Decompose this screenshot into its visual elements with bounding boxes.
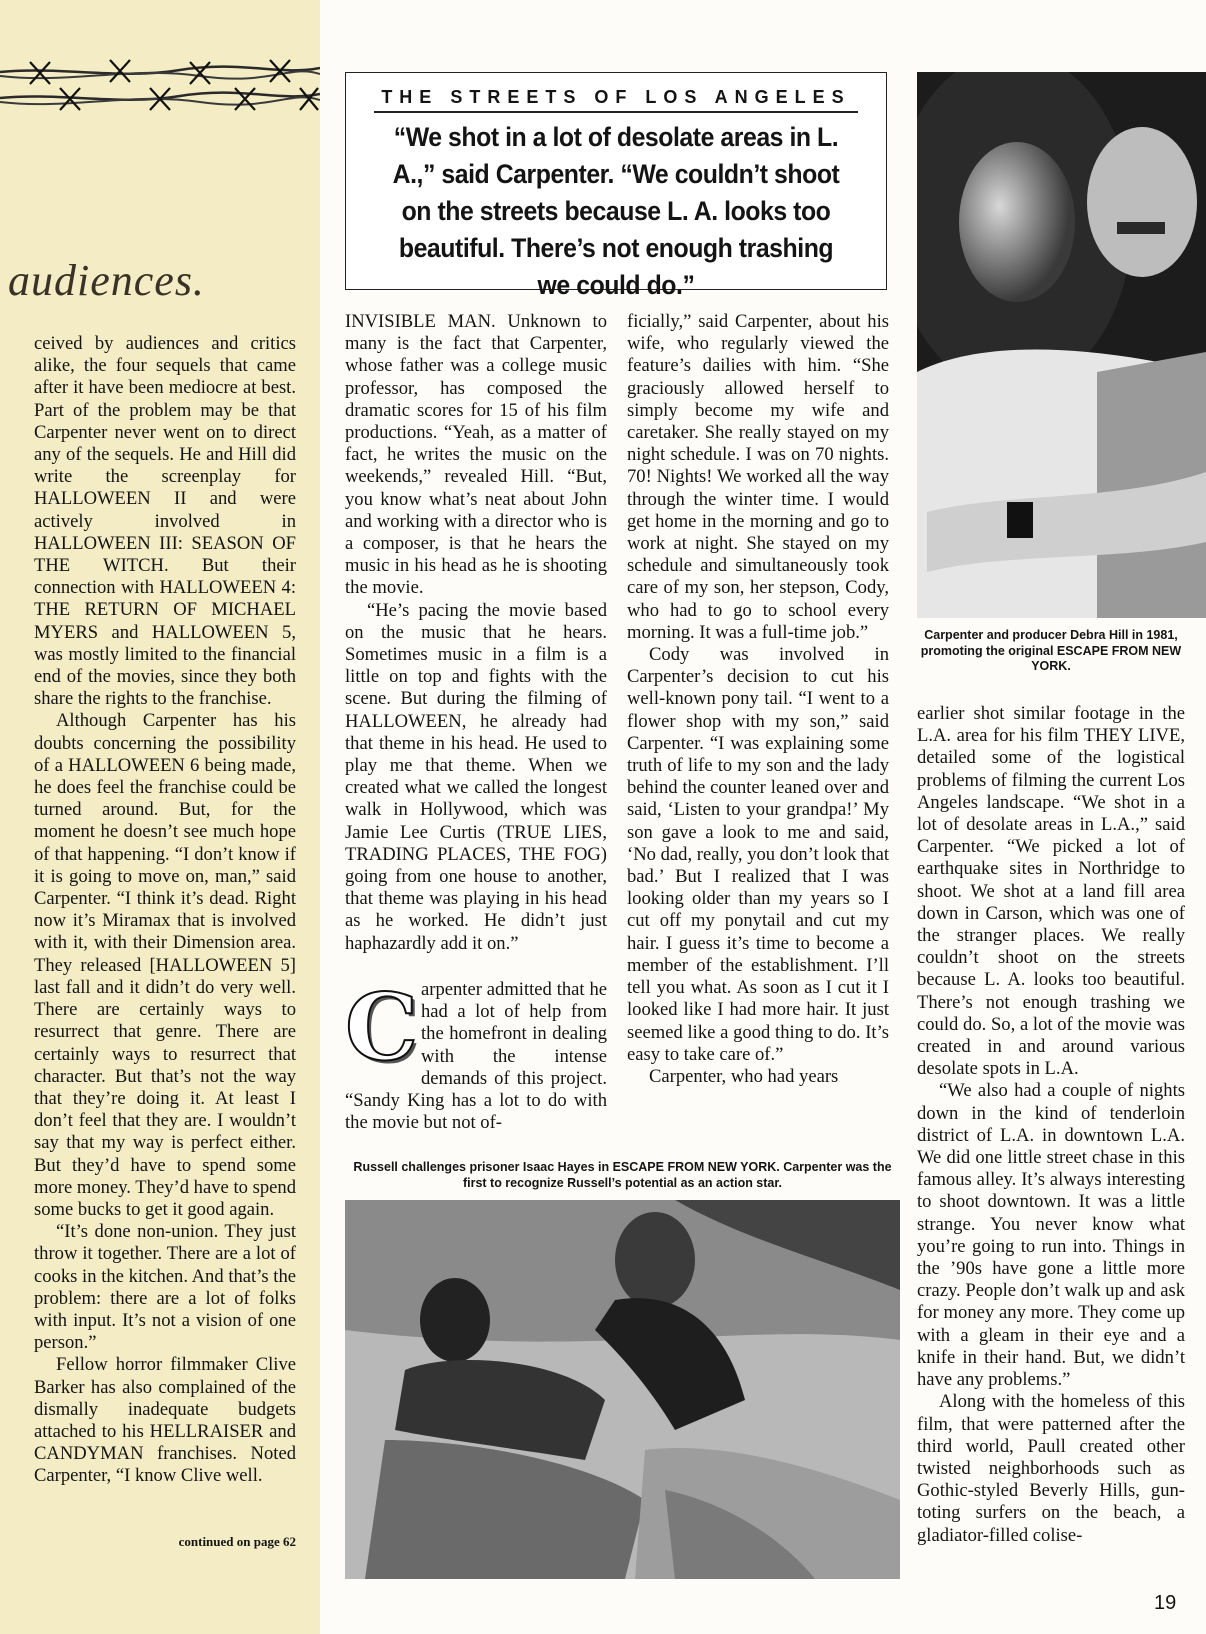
paragraph: “He’s pacing the movie based on the music that he hears. Sometimes music in a film is a little on top and fights with the scene. But during the filming of HALLOWEEN, he already had that theme in his head. He used to play me that theme. When we created what we called the longest walk in Hollywood, which was Jamie Lee Curtis (TRUE LIES, TRADING PLACES, THE FOG) going from one house to another, that theme was playing in his head as he worked. He didn’t just haphazardly add it on.” xyxy=(345,599,607,954)
article-column-3 xyxy=(627,311,889,1088)
continued-note: continued on page 62 xyxy=(178,1534,296,1549)
photo-illustration xyxy=(917,72,1206,618)
paragraph: earlier shot similar footage in the L.A. area for his film THEY LIVE, detailed some of the logistical problems of filming the current Los Angeles landscape. “We shot in a lot of desolate areas in L.A.,” said Carpenter. “We picked a lot of earthquake sites in Northridge to shoot. We shot at a land fill area down in Carson, which was one of the stranger places. We really couldn’t shoot on the streets because L. A. looks too beautiful. There’s not enough trashing we could do. So, a lot of the movie was created in and around various desolate spots in L.A. xyxy=(917,703,1185,1080)
paragraph: Along with the homeless of this film, that were patterned after the third world, Paull created other twisted neighborhoods such as Gothic-styled Beverly Hills, gun-toting surfers on the beach, a gladiator-filled colise- xyxy=(917,1391,1185,1546)
paragraph: ceived by audiences and critics alike, the four sequels that came after it have been mediocre at best. Part of the problem may be that Carpenter never went on to direct any of the sequels. He and Hill did write the screenplay for HALLOWEEN II and were actively involved in HALLOWEEN III: SEASON OF THE WITCH. But their connection with HALLOWEEN 4: THE RETURN OF MICHAEL MYERS and HALLOWEEN 5, was mostly limited to the financial end of the movies, since they both share the rights to the franchise. xyxy=(34,333,296,710)
sidebar-column xyxy=(0,0,320,1634)
page-number: 19 xyxy=(1154,1592,1177,1614)
pull-quote-kicker: THE STREETS OF LOS ANGELES xyxy=(381,87,851,107)
paragraph: arpenter admitted that he had a lot of help from the homefront in dealing with the intense demands of this project. “Sandy King has a lot to do with the movie but not of- xyxy=(345,978,607,1134)
photo-carpenter-and-hill xyxy=(917,72,1206,618)
paragraph: Fellow horror filmmaker Clive Barker has also complained of the dismally inadequate budgets attached to his HELLRAISER and CANDYMAN franchises. Noted Carpenter, “I know Clive well. xyxy=(34,1354,296,1487)
top-photo-caption: Carpenter and producer Debra Hill in 1981, promoting the original ESCAPE FROM NEW YORK. xyxy=(920,628,1182,673)
article-column-2 xyxy=(345,311,607,1134)
paragraph: ficially,” said Carpenter, about his wife, who regularly viewed the feature’s dailies with him. “She graciously allowed herself to simply become my wife and caretaker. She really stayed on my night schedule. I was on 70 nights. 70! Nights! We worked all the way through the winter time. I would get home in the morning and go to work at night. She stayed on my schedule and simultaneously took care of my son, her stepson, Cody, who had to go to school every morning. It was a full-time job.” xyxy=(627,311,889,643)
sidebar-text xyxy=(34,333,296,1488)
article-column-4 xyxy=(917,703,1185,1547)
paragraph: Carpenter, who had years xyxy=(649,1065,839,1087)
bottom-photo-caption: Russell challenges prisoner Isaac Hayes in ESCAPE FROM NEW YORK. Carpenter was the first to recognize Russell’s potential as an action star. xyxy=(353,1160,892,1190)
photo-illustration xyxy=(345,1200,900,1579)
drop-cap: C xyxy=(345,972,419,1081)
pull-quote-text: “We shot in a lot of desolate areas in L. A.,” said Carpenter. “We couldn’t shoot on the streets because L. A. looks too beautiful. There’s not enough trashing we could do.” xyxy=(392,122,840,300)
photo-russell-and-hayes xyxy=(345,1200,900,1579)
barbed-wire-illustration xyxy=(0,54,320,124)
kicker-rule xyxy=(374,111,858,113)
paragraph: Cody was involved in Carpenter’s decision to cut his well-known pony tail. “I went to a flower shop with my son,” said Carpenter. “I was explaining some truth of life to my son and the lady behind the counter leaned over and said, ‘Listen to your grandpa!’ My son gave a look to me and said, ‘No dad, really, you don’t look that bad.’ But I realized that I was looking older than my years so I cut off my ponytail and cut my hair. I guess it’s time to become a member of the establishment. I’ll tell you what. As soon as I cut it I looked like I had more hair. It just seemed like a good thing to do. It’s easy to take care of.” xyxy=(627,644,889,1065)
paragraph: INVISIBLE MAN. Unknown to many is the fact that Carpenter, whose father was a college music professor, has composed the dramatic scores for 15 of his film productions. “Yeah, as a matter of fact, he writes the music on the weekends,” revealed Hill. “But, you know what’s neat about John and working with a director who is a composer, is that he hears the music in his head as he is shooting the movie. xyxy=(345,311,607,599)
paragraph: “It’s done non-union. They just throw it together. There are a lot of cooks in the kitchen. And that’s the problem: there are a lot of folks with input. It’s not a vision of one person.” xyxy=(34,1221,296,1354)
paragraph: Although Carpenter has his doubts concerning the possibility of a HALLOWEEN 6 being made, he does feel the franchise could be turned around. But, for the moment he doesn’t see much hope of that happening. “I don’t know if it is going to move on, man,” said Carpenter. “I think it’s dead. Right now it’s Miramax that is involved with it, with their Dimension area. They released [HALLOWEEN 5] last fall and it didn’t do very well. There are certainly ways to resurrect that genre. There are certainly ways to resurrect that character. But that’s not the way that they’re doing it. At least I don’t feel that they are. I wouldn’t say that my way is perfect either. But they’d have to spend some more money. They’d have to spend some bucks to get it good again. xyxy=(34,710,296,1220)
pull-quote-box xyxy=(345,72,887,300)
paragraph: “We also had a couple of nights down in the kind of tenderloin district of L.A. in downtown L.A. We did one little street chase in this famous alley. It’s always interesting to shoot downtown. It was a little strange. You never know what you’re going to run into. Things in the ’90s have gone a little more crazy. People don’t walk up and ask for money any more. They come up with a gleam in their eye and a knife in their hand. But, we didn’t have any problems.” xyxy=(917,1080,1185,1391)
dropcap-paragraph-block xyxy=(345,972,607,1134)
sidebar-display-word: audiences. xyxy=(8,256,205,305)
